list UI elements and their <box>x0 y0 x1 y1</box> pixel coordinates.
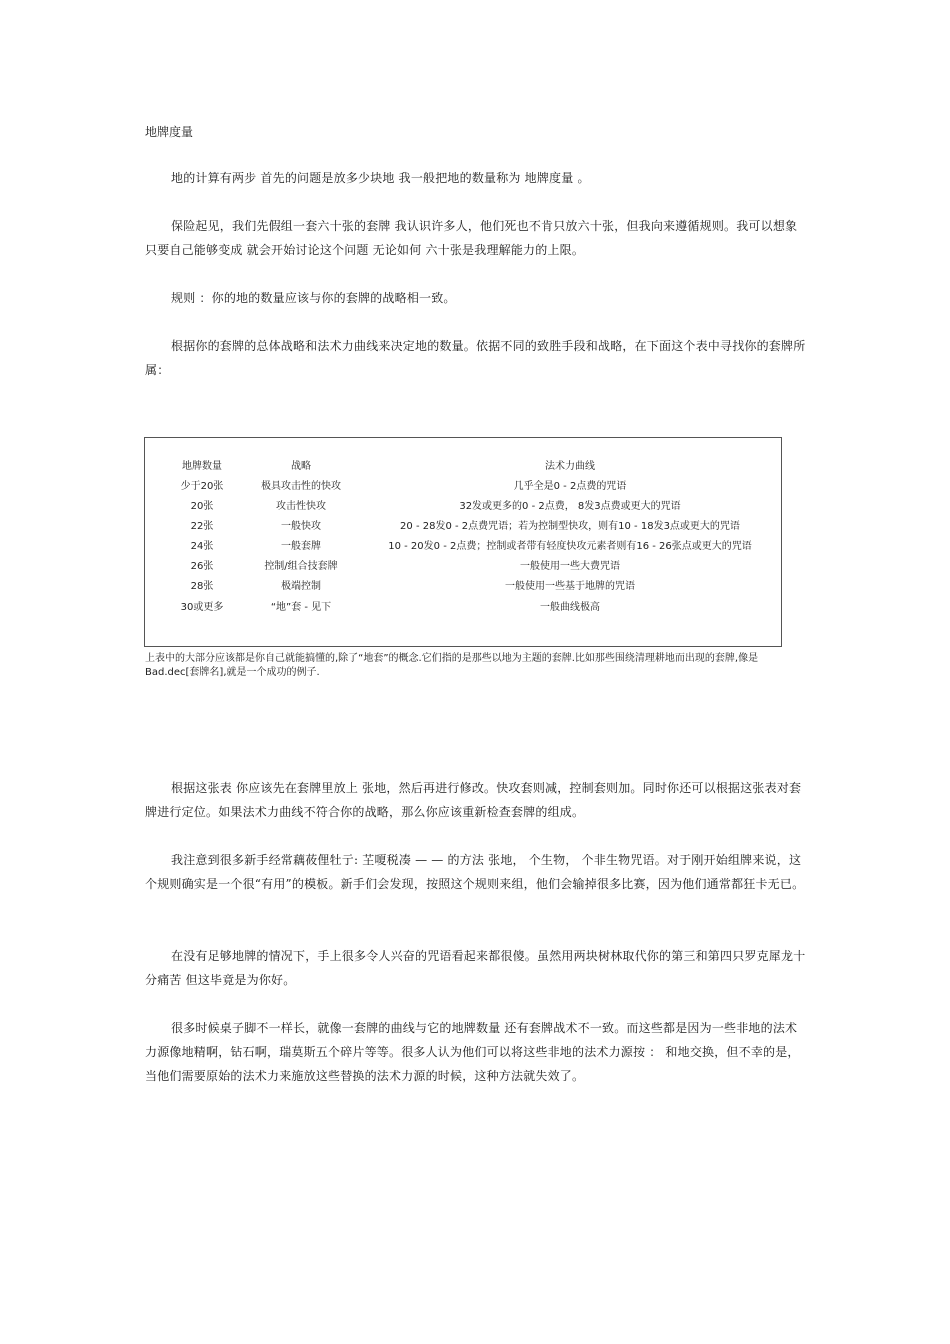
header-land-count: 地牌数量 <box>182 461 222 472</box>
table-header-row <box>145 457 781 473</box>
table-row <box>145 598 781 614</box>
table-row <box>145 517 781 533</box>
cell-land-count: 22张 <box>190 521 214 532</box>
paragraph-2: 保险起见，我们先假组一套六十张的套牌 我认识许多人，他们死也不肯只放六十张，但我向来遵循规则。我可以想象 只要自己能够变成 就会开始讨论这个问题 无论如何 六十张是我理解能力的上限。 <box>145 219 798 257</box>
paragraph-1: 地的计算有两步 首先的问题是放多少块地 我一般把地的数量称为 地牌度量 。 <box>171 171 590 185</box>
cell-mana-curve: 一般使用一些基于地牌的咒语 <box>505 581 635 592</box>
cell-land-count: 24张 <box>190 541 214 552</box>
cell-strategy: “地”套 - 见下 <box>270 602 332 613</box>
paragraph-8: 很多时候桌子脚不一样长，就像一套牌的曲线与它的地牌数量 还有套牌战术不一致。而这些都是因为一些非地的法术力源像地精啊，钻石啊，瑞莫斯五个碎片等等。很多人认为他们可以将这些非地的法术力源按 ： 和地交换，但不幸的是，当他们需要原始的法术力来施放这些替换的法术力源的时候，这种方法就失效了。 <box>145 1021 800 1083</box>
cell-strategy: 控制/组合技套牌 <box>264 561 338 572</box>
cell-land-count: 少于20张 <box>180 481 224 492</box>
cell-mana-curve: 几乎全是0 - 2点费的咒语 <box>513 481 627 492</box>
header-mana-curve: 法术力曲线 <box>545 461 595 472</box>
cell-land-count: 30或更多 <box>180 602 224 613</box>
table-row <box>145 497 781 513</box>
cell-strategy: 攻击性快攻 <box>276 501 326 512</box>
cell-strategy: 一般快攻 <box>281 521 321 532</box>
table-caption: 上表中的大部分应该都是你自己就能搞懂的,除了“地套”的概念.它们指的是那些以地为主题的套牌.比如那些围绕清理耕地而出现的套牌,像是Bad.dec[套牌名],就是一个成功的例子. <box>145 653 759 678</box>
cell-mana-curve: 10 - 20发0 - 2点费；控制或者带有轻度快攻元素者则有16 - 26张点或更大的咒语 <box>388 541 752 552</box>
cell-mana-curve: 20 - 28发0 - 2点费咒语；若为控制型快攻，则有10 - 18发3点或更大的咒语 <box>400 521 740 532</box>
cell-mana-curve: 一般曲线极高 <box>540 602 600 613</box>
cell-mana-curve: 一般使用一些大费咒语 <box>520 561 620 572</box>
table-row <box>145 577 781 593</box>
table-row <box>145 477 781 493</box>
cell-strategy: 一般套牌 <box>281 541 321 552</box>
paragraph-6: 我注意到很多新手经常藕莜俚牡亍: 芏嗄税凑 — — 的方法 张地， 个生物， 个非生物咒语。对于刚开始组牌来说，这个规则确实是一个很“有用”的模板。新手们会发现，按照这个规则来组，他们会输掉很多比赛，因为他们通常都狂卡无已。 <box>145 853 805 891</box>
paragraph-5: 根据这张表 你应该先在套牌里放上 张地，然后再进行修改。快攻套则减，控制套则加。同时你还可以根据这张表对套牌进行定位。如果法术力曲线不符合你的战略，那么你应该重新检查套牌的组成。 <box>145 781 802 819</box>
cell-land-count: 26张 <box>190 561 214 572</box>
paragraph-4: 根据你的套牌的总体战略和法术力曲线来决定地的数量。依据不同的致胜手段和战略，在下面这个表中寻找你的套牌所属： <box>145 339 806 377</box>
cell-strategy: 极具攻击性的快攻 <box>261 481 341 492</box>
header-strategy: 战略 <box>291 461 311 472</box>
paragraph-3: 规则 ：你的地的数量应该与你的套牌的战略相一致。 <box>171 291 456 305</box>
cell-land-count: 28张 <box>190 581 214 592</box>
land-count-table <box>144 437 782 647</box>
section-heading: 地牌度量 <box>145 125 194 139</box>
paragraph-7: 在没有足够地牌的情况下，手上很多令人兴奋的咒语看起来都很傻。虽然用两块树林取代你的第三和第四只罗克犀龙十分痛苦 但这毕竟是为你好。 <box>145 949 806 987</box>
table-row <box>145 537 781 553</box>
table-row <box>145 557 781 573</box>
cell-land-count: 20张 <box>190 501 214 512</box>
cell-mana-curve: 32发或更多的0 - 2点费， 8发3点费或更大的咒语 <box>459 501 681 512</box>
cell-strategy: 极端控制 <box>281 581 321 592</box>
